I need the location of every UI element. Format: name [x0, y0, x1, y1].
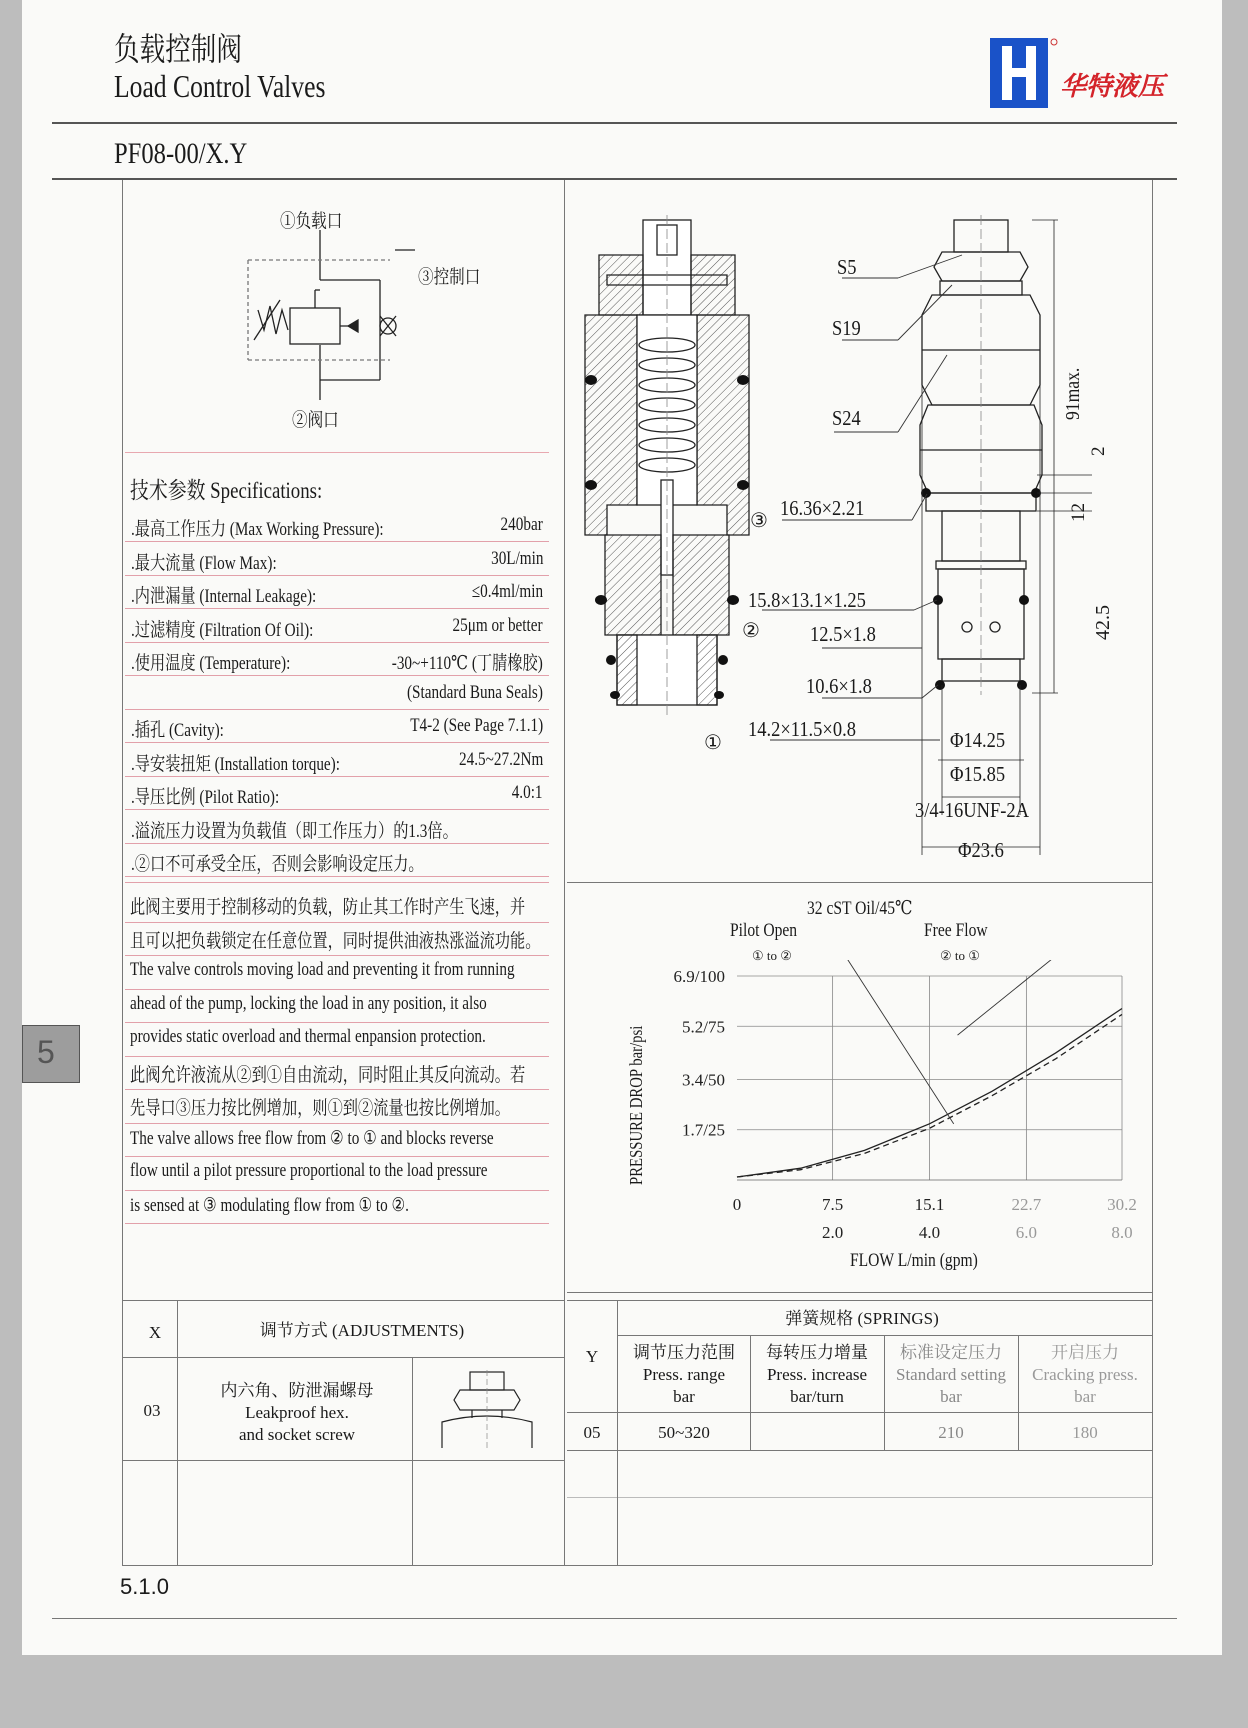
adj-col-x: X — [148, 1323, 162, 1342]
spec-value: 24.5~27.2Nm — [458, 748, 543, 770]
description-line: The valve allows free flow from ② to ① and blocks reverse — [130, 1127, 494, 1149]
chart-ylabel: PRESSURE DROP bar/psi — [626, 1025, 646, 1185]
series-pilot-open-label: Pilot Open — [730, 920, 798, 941]
series-free-flow-label: Free Flow — [924, 920, 988, 941]
chart-x-gpm-tick-label: 8.0 — [1111, 1223, 1133, 1242]
description-line: provides static overload and thermal enpansion protection. — [130, 1026, 486, 1047]
springs-h1-cn: 调节压力范围 — [633, 1343, 735, 1362]
spec-value: 30L/min — [490, 547, 543, 569]
spec-value: 25μm or better — [452, 614, 543, 636]
symbol-port3-label: ③控制口 — [418, 267, 481, 288]
dim-d1: Φ14.25 — [950, 728, 1006, 752]
dim-height-42-5: 42.5 — [1092, 605, 1114, 640]
spec-value: ≤0.4ml/min — [471, 581, 543, 602]
spec-label: .②口不可承受全压，否则会影响设定压力。 — [131, 854, 424, 875]
spec-value: T4-2 (See Page 7.1.1) — [410, 715, 543, 736]
springs-col-y: Y — [585, 1347, 599, 1366]
chart-x-tick-label: 22.7 — [1011, 1195, 1042, 1214]
adj-desc-en2: and socket screw — [238, 1425, 356, 1444]
dim-s5: S5 — [837, 255, 857, 279]
pilot-open-leader — [845, 960, 953, 1124]
brand-name: 华特液压 — [1060, 72, 1165, 102]
spec-label: .溢流压力设置为负载值（即工作压力）的1.3倍。 — [131, 820, 458, 842]
title-en: Load Control Valves — [114, 68, 326, 104]
spec-label: .使用温度 (Temperature): — [131, 653, 291, 674]
description-line: 先导口③压力按比例增加，则①到②流量也按比例增加。 — [130, 1098, 511, 1119]
springs-h4-unit: bar — [1074, 1387, 1096, 1406]
title-cn: 负载控制阀 — [114, 31, 243, 67]
chart-x-gpm-tick-label: 4.0 — [918, 1223, 941, 1242]
dim-height-12: 12 — [1068, 503, 1089, 522]
dim-seal4: 10.6×1.8 — [806, 674, 872, 698]
chart-x-tick-label: 15.1 — [914, 1195, 945, 1214]
series-free-flow-sub: ② to ① — [940, 948, 980, 963]
adjuster-sketch — [432, 1370, 542, 1450]
description-line: 此阀允许液流从②到①自由流动，同时阻止其反向流动。若 — [130, 1064, 526, 1086]
springs-h3-cn: 标准设定压力 — [900, 1343, 1002, 1362]
dim-height-2: 2 — [1088, 446, 1109, 456]
description-line: The valve controls moving load and preventing it from running — [130, 959, 515, 980]
section-tab-number: 5 — [37, 1034, 55, 1070]
springs-h2-en: Press. increase — [766, 1365, 868, 1384]
model-code: PF08-00/X.Y — [114, 137, 248, 170]
dim-seal3: 12.5×1.8 — [810, 622, 876, 646]
spec-value: 4.0:1 — [512, 782, 543, 803]
section-tab — [22, 1025, 80, 1083]
catalog-page — [22, 0, 1222, 1655]
pressure-drop-chart — [622, 960, 1142, 1250]
spec-label: .导安装扭矩 (Installation torque): — [131, 753, 340, 775]
springs-standard: 210 — [938, 1423, 964, 1442]
springs-h3-en: Standard setting — [895, 1365, 1006, 1384]
adj-code: 03 — [143, 1401, 161, 1420]
spec-label: .最高工作压力 (Max Working Pressure): — [131, 519, 384, 540]
springs-h4-en: Cracking press. — [1032, 1365, 1138, 1384]
dim-d2: Φ15.85 — [950, 762, 1006, 786]
springs-h3-unit: bar — [940, 1387, 962, 1406]
chart-title: 32 cST Oil/45℃ — [807, 898, 913, 919]
chart-x-gpm-tick-label: 6.0 — [1015, 1223, 1038, 1242]
springs-h2-unit: bar/turn — [790, 1387, 844, 1406]
spec-label: .导压比例 (Pilot Ratio): — [131, 787, 280, 808]
dim-seal2: 15.8×13.1×1.25 — [748, 588, 866, 612]
description-line: 此阀主要用于控制移动的负载，防止其工作时产生飞速，并 — [130, 897, 526, 918]
dim-s19: S19 — [832, 316, 861, 340]
dim-thread: 3/4-16UNF-2A — [915, 798, 1029, 822]
dim-seal1: 16.36×2.21 — [780, 496, 865, 520]
springs-h2-cn: 每转压力增量 — [766, 1343, 868, 1362]
chart-y-tick-label: 3.4/50 — [682, 1070, 725, 1090]
adj-col-title: 调节方式 (ADJUSTMENTS) — [259, 1321, 465, 1340]
springs-h1-unit: bar — [673, 1387, 695, 1406]
adj-desc-cn: 内六角、防泄漏螺母 — [220, 1381, 374, 1400]
springs-h1-en: Press. range — [642, 1365, 726, 1384]
dim-s24: S24 — [832, 406, 861, 430]
symbol-port1-label: ①负载口 — [280, 211, 343, 232]
spec-value: (Standard Buna Seals) — [407, 681, 543, 703]
description-line: ahead of the pump, locking the load in any position, it also — [130, 992, 487, 1014]
section-port1: ① — [704, 732, 722, 754]
dim-seal5: 14.2×11.5×0.8 — [748, 717, 856, 741]
series-pilot-open-sub: ① to ② — [752, 948, 792, 963]
page-number: 5.1.0 — [120, 1574, 169, 1599]
chart-x-tick-label: 7.5 — [821, 1195, 844, 1214]
spec-label: .插孔 (Cavity): — [131, 720, 224, 741]
description-line: flow until a pilot pressure proportional to the load pressure — [130, 1160, 488, 1181]
springs-title: 弹簧规格 (SPRINGS) — [785, 1309, 939, 1328]
chart-xlabel: FLOW L/min (gpm) — [850, 1250, 978, 1271]
chart-x-tick-label: 30.2 — [1107, 1195, 1137, 1214]
spec-label: .过滤精度 (Filtration Of Oil): — [131, 619, 314, 641]
chart-x-gpm-tick-label: 2.0 — [821, 1223, 844, 1242]
dimension-leaders — [22, 0, 1222, 900]
spec-value: -30~+110℃ (丁腈橡胶) — [391, 653, 543, 674]
description-line: is sensed at ③ modulating flow from ① to ②. — [130, 1194, 409, 1216]
chart-x-tick-label: 0 — [732, 1195, 742, 1214]
springs-range: 50~320 — [658, 1423, 710, 1442]
symbol-port2-label: ②阀口 — [292, 410, 339, 431]
section-port3: ③ — [750, 510, 768, 532]
free-flow-leader — [958, 960, 1056, 1035]
section-port2: ② — [742, 620, 760, 642]
spec-label: .内泄漏量 (Internal Leakage): — [131, 586, 317, 607]
dim-d3: Φ23.6 — [958, 838, 1004, 862]
chart-y-tick-label: 6.9/100 — [673, 967, 725, 986]
specs-heading: 技术参数 Specifications: — [130, 478, 323, 503]
chart-y-tick-label: 5.2/75 — [682, 1017, 725, 1037]
springs-cracking: 180 — [1072, 1423, 1098, 1442]
dim-height-total: 91max. — [1062, 367, 1084, 420]
spec-label: .最大流量 (Flow Max): — [131, 552, 277, 574]
springs-code: 05 — [583, 1423, 601, 1442]
chart-y-tick-label: 1.7/25 — [682, 1120, 725, 1140]
description-line: 且可以把负载锁定在任意位置，同时提供油液热涨溢流功能。 — [130, 930, 541, 952]
adj-desc-en1: Leakproof hex. — [245, 1403, 349, 1422]
springs-h4-cn: 开启压力 — [1051, 1343, 1119, 1362]
spec-value: 240bar — [500, 514, 543, 535]
